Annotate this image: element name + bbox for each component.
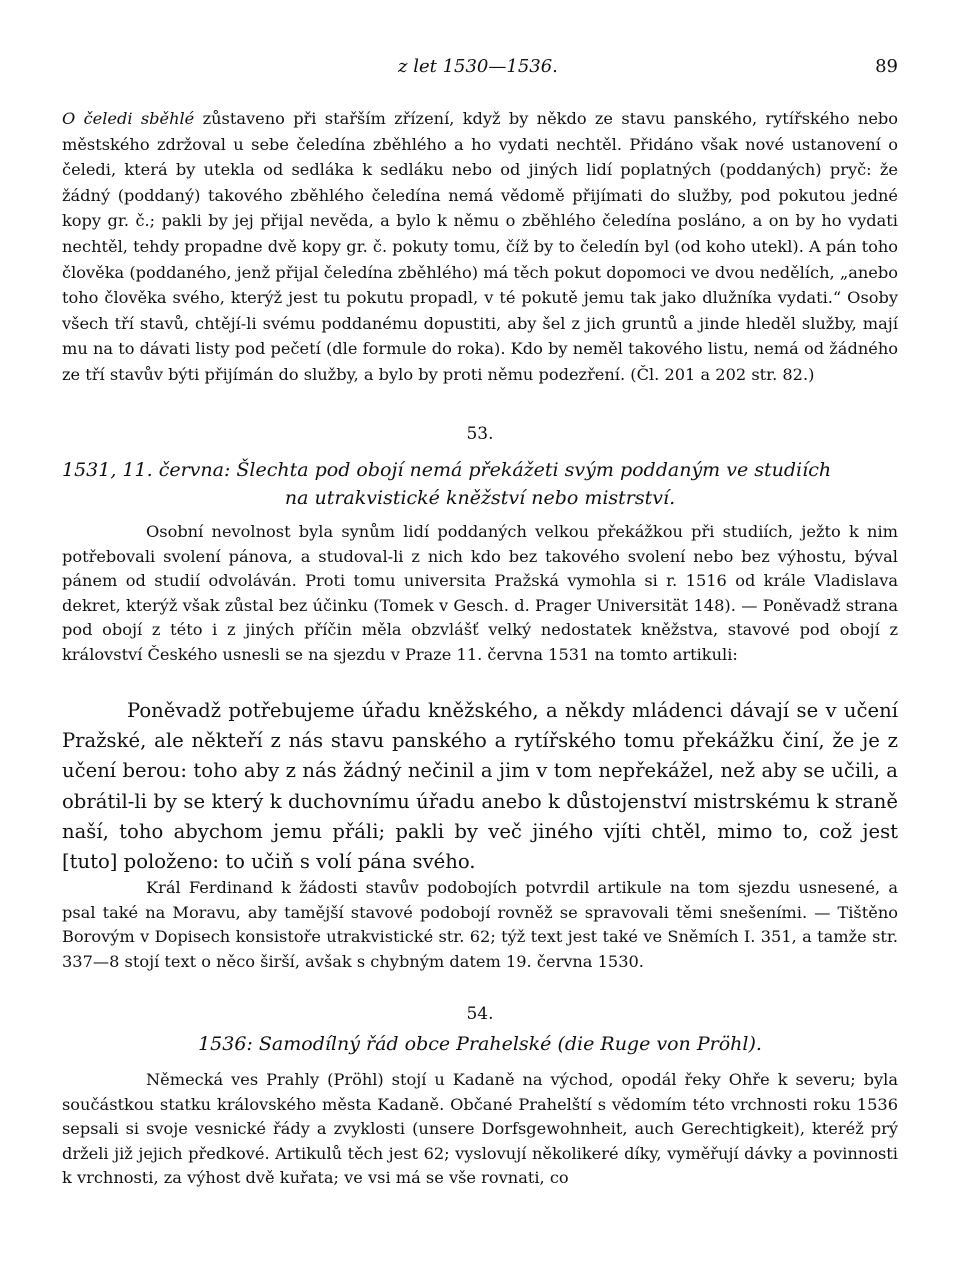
document-title-line-1: Šlechta pod obojí nemá překážeti svým poddaným ve studiích: [236, 459, 832, 481]
document-date: 1536:: [198, 1033, 253, 1055]
document-heading-53: [62, 456, 898, 512]
document-heading-54: [62, 1030, 898, 1058]
document-number-54: 54.: [466, 1004, 494, 1024]
document-date: 1531, 11. června:: [62, 459, 231, 481]
paragraph-lead: O čeledi sběhlé: [62, 109, 195, 128]
paragraph-intro-53: Osobní nevolnost byla synům lidí poddaných velkou překážkou při studiích, ježto k nim potřebovali svolení pánova, a studoval-li z nich kdo bez takového svolení nebo bez výhostu, býval pánem od studií odvoláván. Proti tomu universita Pražská vymohla si r. 1516 od krále Vladislava dekret, kterýž však zůstal bez účinku (Tomek v Gesch. d. Prager Universität 148). — Poněvadž strana pod obojí z této i z jiných příčin měla obzvlášť velký nedostatek kněžstva, stavové pod obojí z království Českého usnesli se na sjezdu v Praze 11. června 1531 na tomto artikuli:: [62, 522, 898, 664]
document-title-line-2: na utrakvistické kněžství nebo mistrství.: [284, 487, 676, 509]
paragraph-runaway-servants: [62, 106, 898, 388]
paragraph-commentary-53: Král Ferdinand k žádosti stavův podobojích potvrdil artikule na tom sjezdu usnesené, a psal také na Moravu, aby tamější stavové podobojí rovněž se spravovali těmi snešeními. — Tištěno Borovým v Dopisech konsistoře utrakvistické str. 62; týž text jest také ve Sněmích I. 351, a tamže str. 337—8 stojí text o něco širší, avšak s chybným datem 19. června 1530.: [62, 878, 898, 971]
paragraph-body: zůstaveno při stařším zřízení, když by někdo ze stavu panského, rytířského nebo městského zdržoval u sebe čeledína zběhlého a ho vydati nechtěl. Přidáno však nové ustanovení o čeledi, která by utekla od sedláka k sedláku nebo od jiných lidí poplatných (poddaných) pryč: že žádný (poddaný) takového zběhlého čeledína nemá vědomě přijímati do služby, pod pokutou jedné kopy gr. č.; pakli by jej přijal nevěda, a bylo k němu o zběhlého čeledína posláno, a on by ho vydati nechtěl, tehdy propadne dvě kopy gr. č. pokuty tomu, číž by to čeledín byl (od koho utekl). A pán toho člověka (poddaného, jenž přijal čeledína zběhlého) má těch pokut dopomoci ve dvou nedělích, „anebo toho člověka svého, kterýž jest tu pokutu propadl, v té pokutě jemu tak jako dlužníka vydati.“ Osoby všech tří stavů, chtějí-li svému poddanému dopustiti, aby šel z jich gruntů a jinde hleděl služby, mají mu na to dávati listy pod pečetí (dle formule do roka). Kdo by neměl takového listu, nemá od žádného ze tří stavův býti přijímán do služby, a bylo by proti němu podezření. (Čl. 201 a 202 str. 82.): [62, 109, 899, 384]
running-title: z let 1530—1536.: [398, 56, 558, 77]
document-number-53: 53.: [466, 424, 494, 444]
running-header: [62, 56, 898, 80]
page-number: 89: [875, 56, 898, 77]
paragraph-article-text: Poněvadž potřebujeme úřadu kněžského, a někdy mládenci dávají se v učení Pražské, ale někteří z nás stavu panského a rytířského tomu překážku činí, že je z učení berou: toho aby z nás žádný nečinil a jim v tom nepřekážel, než aby se učili, a obrátil-li by se který k duchovnímu úřadu anebo k důstojenství mistrskému k straně naší, toho abychom jemu přáli; pakli by več jiného vjíti chtěl, mimo to, což jest [tuto] položeno: to učiň s volí pána svého.: [62, 699, 898, 874]
document-title: Samodílný řád obce Prahelské (die Ruge von Pröhl).: [258, 1033, 762, 1055]
paragraph-intro-54: Německá ves Prahly (Pröhl) stojí u Kadaně na východ, opodál řeky Ohře k severu; byla součástkou statku královského města Kadaně. Občané Prahelští s vědomím této vrchnosti roku 1536 sepsali si svoje vesnické řády a zvyklosti (unsere Dorfsgewohnheit, auch Gerechtigkeit), kteréž prý drželi již jejich předkové. Artikulů těch jest 62; vyslovují několikeré díky, vyměřují dávky a povinnosti k vrchnosti, za výhost dvě kuřata; ve vsi má se vše rovnati, co: [62, 1070, 898, 1188]
